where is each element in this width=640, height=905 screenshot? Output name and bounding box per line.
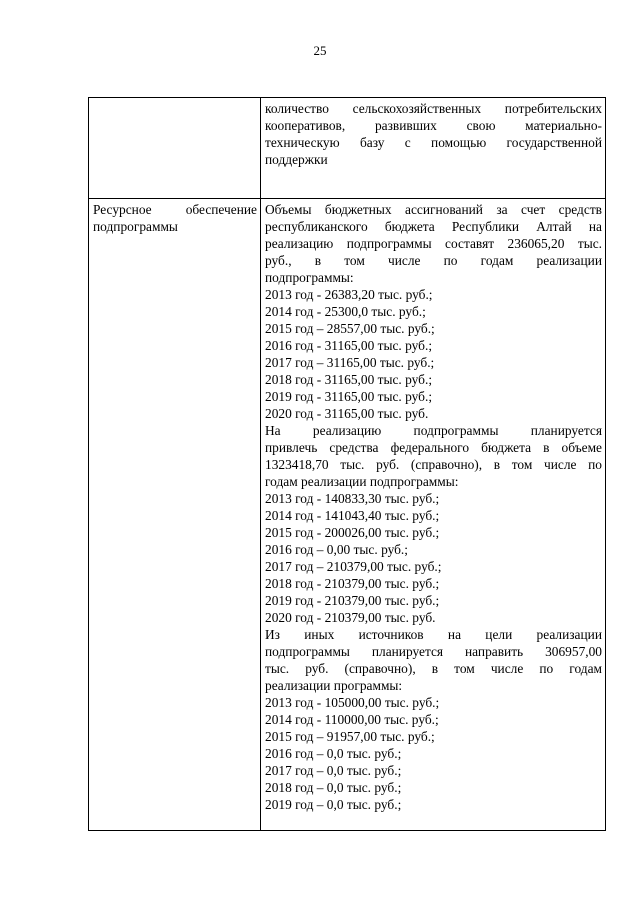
text-line: Объемы бюджетных ассигнований за счет средств [265,202,602,217]
year-line: 2019 год - 210379,00 тыс. руб.; [265,593,440,608]
funding-cell [261,199,606,831]
text-line: На реализацию подпрограммы планируется [265,423,602,438]
text-line: реализацию подпрограммы составят 236065,20 тыс. [265,236,602,251]
text-line: тыс. руб. (справочно), в том числе по годам [265,661,602,676]
text-line: подпрограммы: [265,270,354,285]
row-label-cell [89,98,261,199]
year-line: 2017 год – 31165,00 тыс. руб.; [265,355,435,370]
year-line: 2013 год - 26383,20 тыс. руб.; [265,287,433,302]
year-line: 2019 год - 31165,00 тыс. руб.; [265,389,433,404]
row-label-line: подпрограммы [93,219,178,234]
indicator-cell [261,98,606,199]
year-line: 2014 год - 141043,40 тыс. руб.; [265,508,440,523]
year-line: 2017 год – 0,0 тыс. руб.; [265,763,402,778]
text-line: привлечь средства федерального бюджета в объеме [265,440,602,455]
republic-budget-block [265,201,602,422]
text-line: Из иных источников на цели реализации [265,627,602,642]
year-line: 2015 год – 28557,00 тыс. руб.; [265,321,435,336]
table-row [89,98,606,199]
year-line: 2020 год - 210379,00 тыс. руб. [265,610,436,625]
year-line: 2014 год - 25300,0 тыс. руб.; [265,304,426,319]
text-line: 1323418,70 тыс. руб. (справочно), в том числе по [265,457,602,472]
text-line: количество сельскохозяйственных потребительских [265,101,602,116]
year-line: 2018 год - 210379,00 тыс. руб.; [265,576,440,591]
year-line: 2016 год – 0,0 тыс. руб.; [265,746,402,761]
other-sources-block [265,626,602,813]
year-line: 2013 год - 105000,00 тыс. руб.; [265,695,440,710]
passport-table [88,97,606,831]
year-line: 2014 год - 110000,00 тыс. руб.; [265,712,439,727]
year-line: 2017 год – 210379,00 тыс. руб.; [265,559,442,574]
year-line: 2016 год – 0,00 тыс. руб.; [265,542,408,557]
text-line: годам реализации подпрограммы: [265,474,459,489]
table-row [89,199,606,831]
text-line: республиканского бюджета Республики Алтай на [265,219,602,234]
year-line: 2020 год - 31165,00 тыс. руб. [265,406,429,421]
year-line: 2015 год – 91957,00 тыс. руб.; [265,729,435,744]
text-line: поддержки [265,152,328,167]
year-line: 2016 год - 31165,00 тыс. руб.; [265,338,433,353]
text-line: кооперативов, развивших свою материально- [265,118,602,133]
text-line: руб., в том числе по годам реализации [265,253,602,268]
row-label-line: Ресурсное обеспечение [93,202,257,217]
year-line: 2018 год - 31165,00 тыс. руб.; [265,372,433,387]
text-line: техническую базу с помощью государственной [265,135,602,150]
year-line: 2015 год - 200026,00 тыс. руб.; [265,525,440,540]
year-line: 2018 год – 0,0 тыс. руб.; [265,780,402,795]
federal-budget-block [265,422,602,626]
year-line: 2019 год – 0,0 тыс. руб.; [265,797,402,812]
year-line: 2013 год - 140833,30 тыс. руб.; [265,491,440,506]
text-line: подпрограммы планируется направить 306957,00 [265,644,602,659]
text-line: реализации программы: [265,678,403,693]
page-number: 25 [313,43,327,58]
row-label-cell [89,199,261,831]
